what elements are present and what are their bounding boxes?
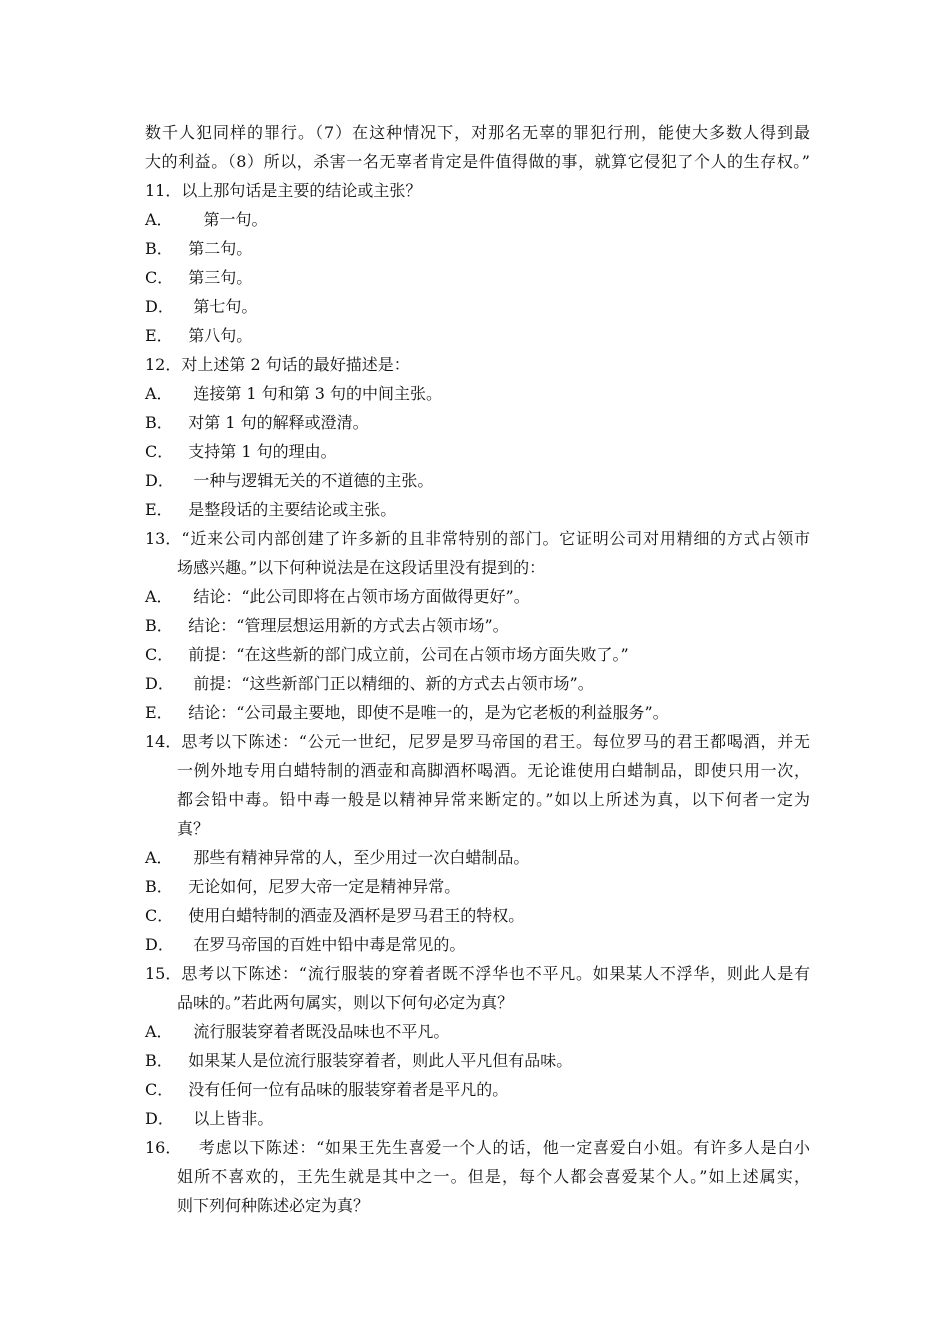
question-stem — [145, 176, 810, 205]
option-letter: B． — [145, 1051, 173, 1070]
option-text: 第二句。 — [173, 239, 253, 258]
document-body — [145, 118, 810, 1220]
question-number: 13． — [145, 529, 182, 548]
question-stem — [145, 959, 810, 988]
answer-option — [145, 1046, 810, 1075]
intro-line-1: 数千人犯同样的罪行。（7）在这种情况下，对那名无辜的罪犯行刑，能使大多数人得到最 — [145, 123, 810, 142]
answer-option — [145, 495, 810, 524]
answer-option — [145, 669, 810, 698]
option-letter: B． — [145, 877, 173, 896]
option-letter: D． — [145, 935, 174, 954]
option-text: 一种与逻辑无关的不道德的主张。 — [173, 471, 434, 490]
question-13 — [145, 524, 810, 727]
question-number: 11． — [145, 181, 182, 200]
question-number: 14． — [145, 732, 182, 751]
option-letter: C． — [145, 268, 174, 287]
option-letter: A． — [145, 384, 173, 403]
question-text: 思考以下陈述：“流行服装的穿着者既不浮华也不平凡。如果某人不浮华，则此人是有 — [181, 964, 810, 983]
option-text: 前提：“这些新部门正以精细的、新的方式去占领市场”。 — [173, 674, 594, 693]
question-stem — [145, 524, 810, 553]
question-text: 思考以下陈述：“公元一世纪，尼罗是罗马帝国的君王。每位罗马的君王都喝酒，并无 — [181, 732, 810, 751]
question-12 — [145, 350, 810, 524]
question-text-continued: 场感兴趣。”以下何种说法是在这段话里没有提到的： — [177, 558, 546, 577]
answer-option — [145, 263, 810, 292]
answer-option — [145, 1017, 810, 1046]
answer-option — [145, 611, 810, 640]
option-text: 没有任何一位有品味的服装穿着者是平凡的。 — [173, 1080, 509, 1099]
option-text: 以上皆非。 — [173, 1109, 274, 1128]
option-text: 无论如何，尼罗大帝一定是精神异常。 — [173, 877, 461, 896]
question-text-continued: 则下列何种陈述必定为真？ — [177, 1196, 370, 1215]
option-letter: C． — [145, 906, 174, 925]
option-text: 结论：“此公司即将在占领市场方面做得更好”。 — [173, 587, 530, 606]
question-text-continued: 品味的。”若此两句属实，则以下何句必定为真？ — [177, 993, 514, 1012]
answer-option — [145, 640, 810, 669]
option-text: 使用白蜡特制的酒壶及酒杯是罗马君王的特权。 — [173, 906, 525, 925]
question-text-continued: 都会铅中毒。铅中毒一般是以精神异常来断定的。”如以上所述为真，以下何者一定为 — [177, 790, 810, 809]
answer-option — [145, 321, 810, 350]
option-letter: E． — [145, 703, 173, 722]
option-text: 第八句。 — [173, 326, 253, 345]
answer-option — [145, 843, 810, 872]
question-list — [145, 176, 810, 1220]
question-text-continued: 姐所不喜欢的，王先生就是其中之一。但是，每个人都会喜爱某个人。”如上述属实， — [177, 1167, 810, 1186]
option-letter: A． — [145, 848, 173, 867]
option-text: 第七句。 — [173, 297, 258, 316]
question-number: 15． — [145, 964, 182, 983]
option-text: 第三句。 — [173, 268, 253, 287]
question-number: 12． — [145, 355, 182, 374]
answer-option — [145, 379, 810, 408]
question-stem — [145, 350, 810, 379]
question-text-continued: 真？ — [177, 819, 210, 838]
option-text: 结论：“管理层想运用新的方式去占领市场”。 — [173, 616, 509, 635]
question-text: 考虑以下陈述：“如果王先生喜爱一个人的话，他一定喜爱白小姐。有许多人是白小 — [181, 1138, 810, 1157]
question-text: “近来公司内部创建了许多新的且非常特别的部门。它证明公司对用精细的方式占领市 — [181, 529, 810, 548]
option-letter: A． — [145, 1022, 173, 1041]
option-text: 前提：“在这些新的部门成立前，公司在占领市场方面失败了。” — [173, 645, 629, 664]
question-14 — [145, 727, 810, 959]
option-letter: C． — [145, 442, 174, 461]
option-letter: E． — [145, 326, 173, 345]
option-letter: D． — [145, 297, 174, 316]
option-letter: D． — [145, 471, 174, 490]
question-text: 对上述第 2 句话的最好描述是： — [181, 355, 410, 374]
answer-option — [145, 437, 810, 466]
option-text: 在罗马帝国的百姓中铅中毒是常见的。 — [173, 935, 466, 954]
option-letter: A． — [145, 210, 173, 229]
option-letter: B． — [145, 413, 173, 432]
answer-option — [145, 698, 810, 727]
question-15 — [145, 959, 810, 1133]
option-text: 第一句。 — [173, 210, 268, 229]
question-stem — [145, 727, 810, 756]
option-text: 结论：“公司最主要地，即使不是唯一的，是为它老板的利益服务”。 — [173, 703, 669, 722]
answer-option — [145, 930, 810, 959]
answer-option — [145, 582, 810, 611]
option-letter: A． — [145, 587, 173, 606]
question-11 — [145, 176, 810, 350]
option-letter: C． — [145, 645, 174, 664]
option-text: 支持第 1 句的理由。 — [173, 442, 337, 461]
answer-option — [145, 466, 810, 495]
option-letter: D． — [145, 674, 174, 693]
option-letter: E． — [145, 500, 173, 519]
question-text-continued: 一例外地专用白蜡特制的酒壶和高脚酒杯喝酒。无论谁使用白蜡制品，即使只用一次， — [177, 761, 810, 780]
answer-option — [145, 1104, 810, 1133]
question-number: 16． — [145, 1138, 182, 1157]
option-text: 流行服装穿着者既没品味也不平凡。 — [173, 1022, 450, 1041]
question-stem — [145, 1133, 810, 1162]
question-text: 以上那句话是主要的结论或主张？ — [181, 181, 422, 200]
option-text: 是整段话的主要结论或主张。 — [173, 500, 397, 519]
answer-option — [145, 408, 810, 437]
option-text: 连接第 1 句和第 3 句的中间主张。 — [173, 384, 443, 403]
option-text: 如果某人是位流行服装穿着者，则此人平凡但有品味。 — [173, 1051, 573, 1070]
answer-option — [145, 901, 810, 930]
answer-option — [145, 234, 810, 263]
question-16 — [145, 1133, 810, 1220]
option-text: 那些有精神异常的人，至少用过一次白蜡制品。 — [173, 848, 530, 867]
answer-option — [145, 292, 810, 321]
answer-option — [145, 872, 810, 901]
option-letter: B． — [145, 616, 173, 635]
option-letter: C． — [145, 1080, 174, 1099]
answer-option — [145, 1075, 810, 1104]
answer-option — [145, 205, 810, 234]
intro-line-2: 大的利益。（8）所以，杀害一名无辜者肯定是件值得做的事，就算它侵犯了个人的生存权。” — [145, 152, 810, 171]
option-letter: B． — [145, 239, 173, 258]
option-text: 对第 1 句的解释或澄清。 — [173, 413, 369, 432]
option-letter: D． — [145, 1109, 174, 1128]
